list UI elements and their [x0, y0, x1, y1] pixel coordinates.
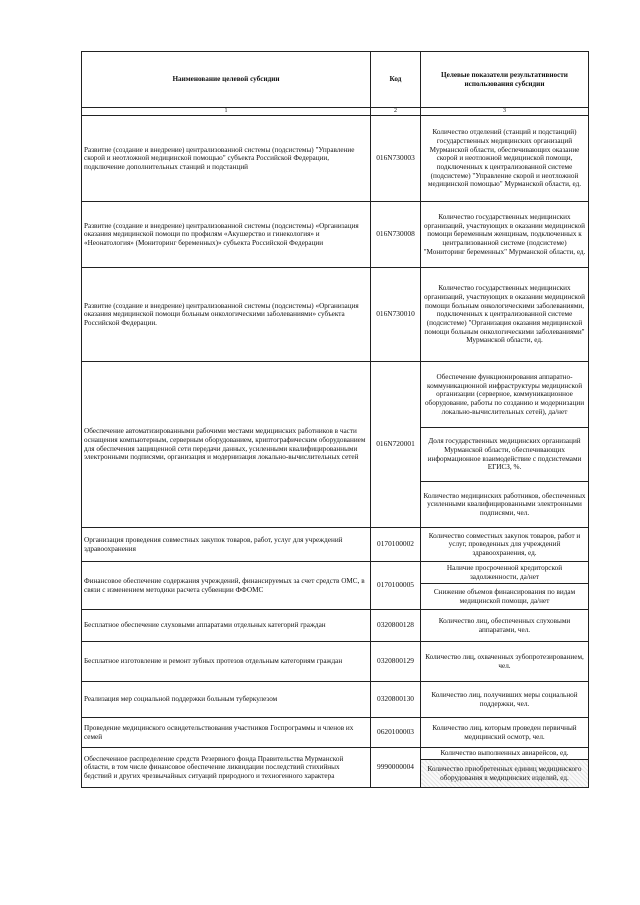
table-row: [82, 682, 589, 718]
indicator: Количество медицинских работников, обеспеченных усиленными квалифицированными электронными подписями, чел.: [421, 482, 589, 528]
table-row: [82, 528, 589, 562]
subsidy-code: 9990000004: [371, 748, 421, 788]
column-number: 2: [371, 108, 421, 116]
indicator: Количество лиц, получивших меры социальной поддержки, чел.: [421, 682, 589, 718]
table-row: [82, 642, 589, 682]
table-row: [82, 718, 589, 748]
header-indicators: Целевые показатели результативности использования субсидии: [421, 52, 589, 108]
table-row: [82, 362, 589, 428]
indicator: Количество приобретенных единиц медицинского оборудования в медицинских изделий, ед.: [421, 760, 589, 788]
subsidy-code: 0170100002: [371, 528, 421, 562]
table-row: [82, 610, 589, 642]
indicator: Количество государственных медицинских организаций, участвующих в оказании медицинской помощи беременным женщинам, подключенных к централизованной системе (подсистеме) "Мониторинг беременных" Мурманской области, ед.: [421, 202, 589, 268]
subsidy-name: Финансовое обеспечение содержания учреждений, финансируемых за счет средств ОМС, в связи с изменением методики расчета субвенции ФФОМС: [82, 562, 371, 610]
indicator: Количество лиц, которым проведен первичный медицинский осмотр, чел.: [421, 718, 589, 748]
indicator: Количество совместных закупок товаров, работ и услуг, проведенных для учреждений здравоохранения, ед.: [421, 528, 589, 562]
subsidy-name: Бесплатное изготовление и ремонт зубных протезов отдельным категориям граждан: [82, 642, 371, 682]
table-row: [82, 268, 589, 362]
subsidy-name: Развитие (создание и внедрение) централизованной системы (подсистемы) «Организация оказания медицинской помощи больным онкологическими заболеваниями» субъекта Российской Федерации.: [82, 268, 371, 362]
indicator: Количество отделений (станций и подстанций) государственных медицинских организаций Мурманской области, обеспечивающих оказание скорой и неотложной медицинской помощи, подключенных к централизованной системе (подсистеме) "Управление скорой и неотложной медицинской помощью" Мурманской области, ед.: [421, 116, 589, 202]
subsidy-name: Развитие (создание и внедрение) централизованной системы (подсистемы) "Управление скорой и неотложной медицинской помощью" субъекта Российской Федерации, подключение дополнительных станций и подстанций: [82, 116, 371, 202]
subsidy-name: Развитие (создание и внедрение) централизованной системы (подсистемы) «Организация оказания медицинской помощи по профилям «Акушерство и гинекология» и «Неонатология» (Мониторинг беременных)» субъекта Российской Федерации: [82, 202, 371, 268]
subsidy-code: 0320800128: [371, 610, 421, 642]
subsidy-name: Реализация мер социальной поддержки больным туберкулезом: [82, 682, 371, 718]
table-row: [82, 748, 589, 760]
indicator: Снижение объемов финансирования по видам медицинской помощи, да/нет: [421, 584, 589, 610]
subsidy-table: [81, 51, 589, 788]
indicator: Количество лиц, охваченных зубопротезированием, чел.: [421, 642, 589, 682]
indicator: Количество выполненных авиарейсов, ед.: [421, 748, 589, 760]
header-name: Наименование целевой субсидии: [82, 52, 371, 108]
subsidy-code: 016N720001: [371, 362, 421, 528]
table-row: [82, 202, 589, 268]
column-number: 1: [82, 108, 371, 116]
subsidy-code: 0620100003: [371, 718, 421, 748]
indicator: Количество государственных медицинских организаций, участвующих в оказании медицинской помощи больным онкологическими заболеваниями, подключенных к централизованной системе (подсистеме) "Организация оказания медицинской помощи больным онкологическими заболеваниями" Мурманской области, ед.: [421, 268, 589, 362]
column-number: 3: [421, 108, 589, 116]
subsidy-name: Обеспеченное распределение средств Резервного фонда Правительства Мурманской области, в том числе финансовое обеспечение ликвидации последствий стихийных бедствий и других чрезвычайных ситуаций природного и техногенного характера: [82, 748, 371, 788]
subsidy-code: 0320800129: [371, 642, 421, 682]
subsidy-code: 016N730008: [371, 202, 421, 268]
table-row: [82, 562, 589, 584]
subsidy-code: 016N730003: [371, 116, 421, 202]
header-row: [82, 52, 589, 108]
subsidy-code: 0170100005: [371, 562, 421, 610]
subsidy-code: 0320800130: [371, 682, 421, 718]
indicator: Количество лиц, обеспеченных слуховыми аппаратами, чел.: [421, 610, 589, 642]
subsidy-code: 016N730010: [371, 268, 421, 362]
indicator: Наличие просроченной кредиторской задолженности, да/нет: [421, 562, 589, 584]
indicator: Доля государственных медицинских организаций Мурманской области, обеспечивающих информационное взаимодействие с подсистемами ЕГИСЗ, %.: [421, 428, 589, 482]
subsidy-name: Обеспечение автоматизированными рабочими местами медицинских работников в части оснащения компьютерным, серверным оборудованием, криптографическим оборудованием для обеспечения защищенной сети передачи данных, усиленными квалифицированными электронными подписями, организация и модернизация локально-вычислительных сетей: [82, 362, 371, 528]
header-code: Код: [371, 52, 421, 108]
subsidy-name: Организация проведения совместных закупок товаров, работ, услуг для учреждений здравоохранения: [82, 528, 371, 562]
table-row: [82, 116, 589, 202]
subsidy-name: Проведение медицинского освидетельствования участников Госпрограммы и членов их семей: [82, 718, 371, 748]
indicator: Обеспечение функционирования аппаратно-коммуникационной инфраструктуры медицинской организации (серверное, коммуникационное оборудование, работы по созданию и модернизации локально-вычислительных сетей), да/нет: [421, 362, 589, 428]
subsidy-name: Бесплатное обеспечение слуховыми аппаратами отдельных категорий граждан: [82, 610, 371, 642]
column-numbers-row: [82, 108, 589, 116]
